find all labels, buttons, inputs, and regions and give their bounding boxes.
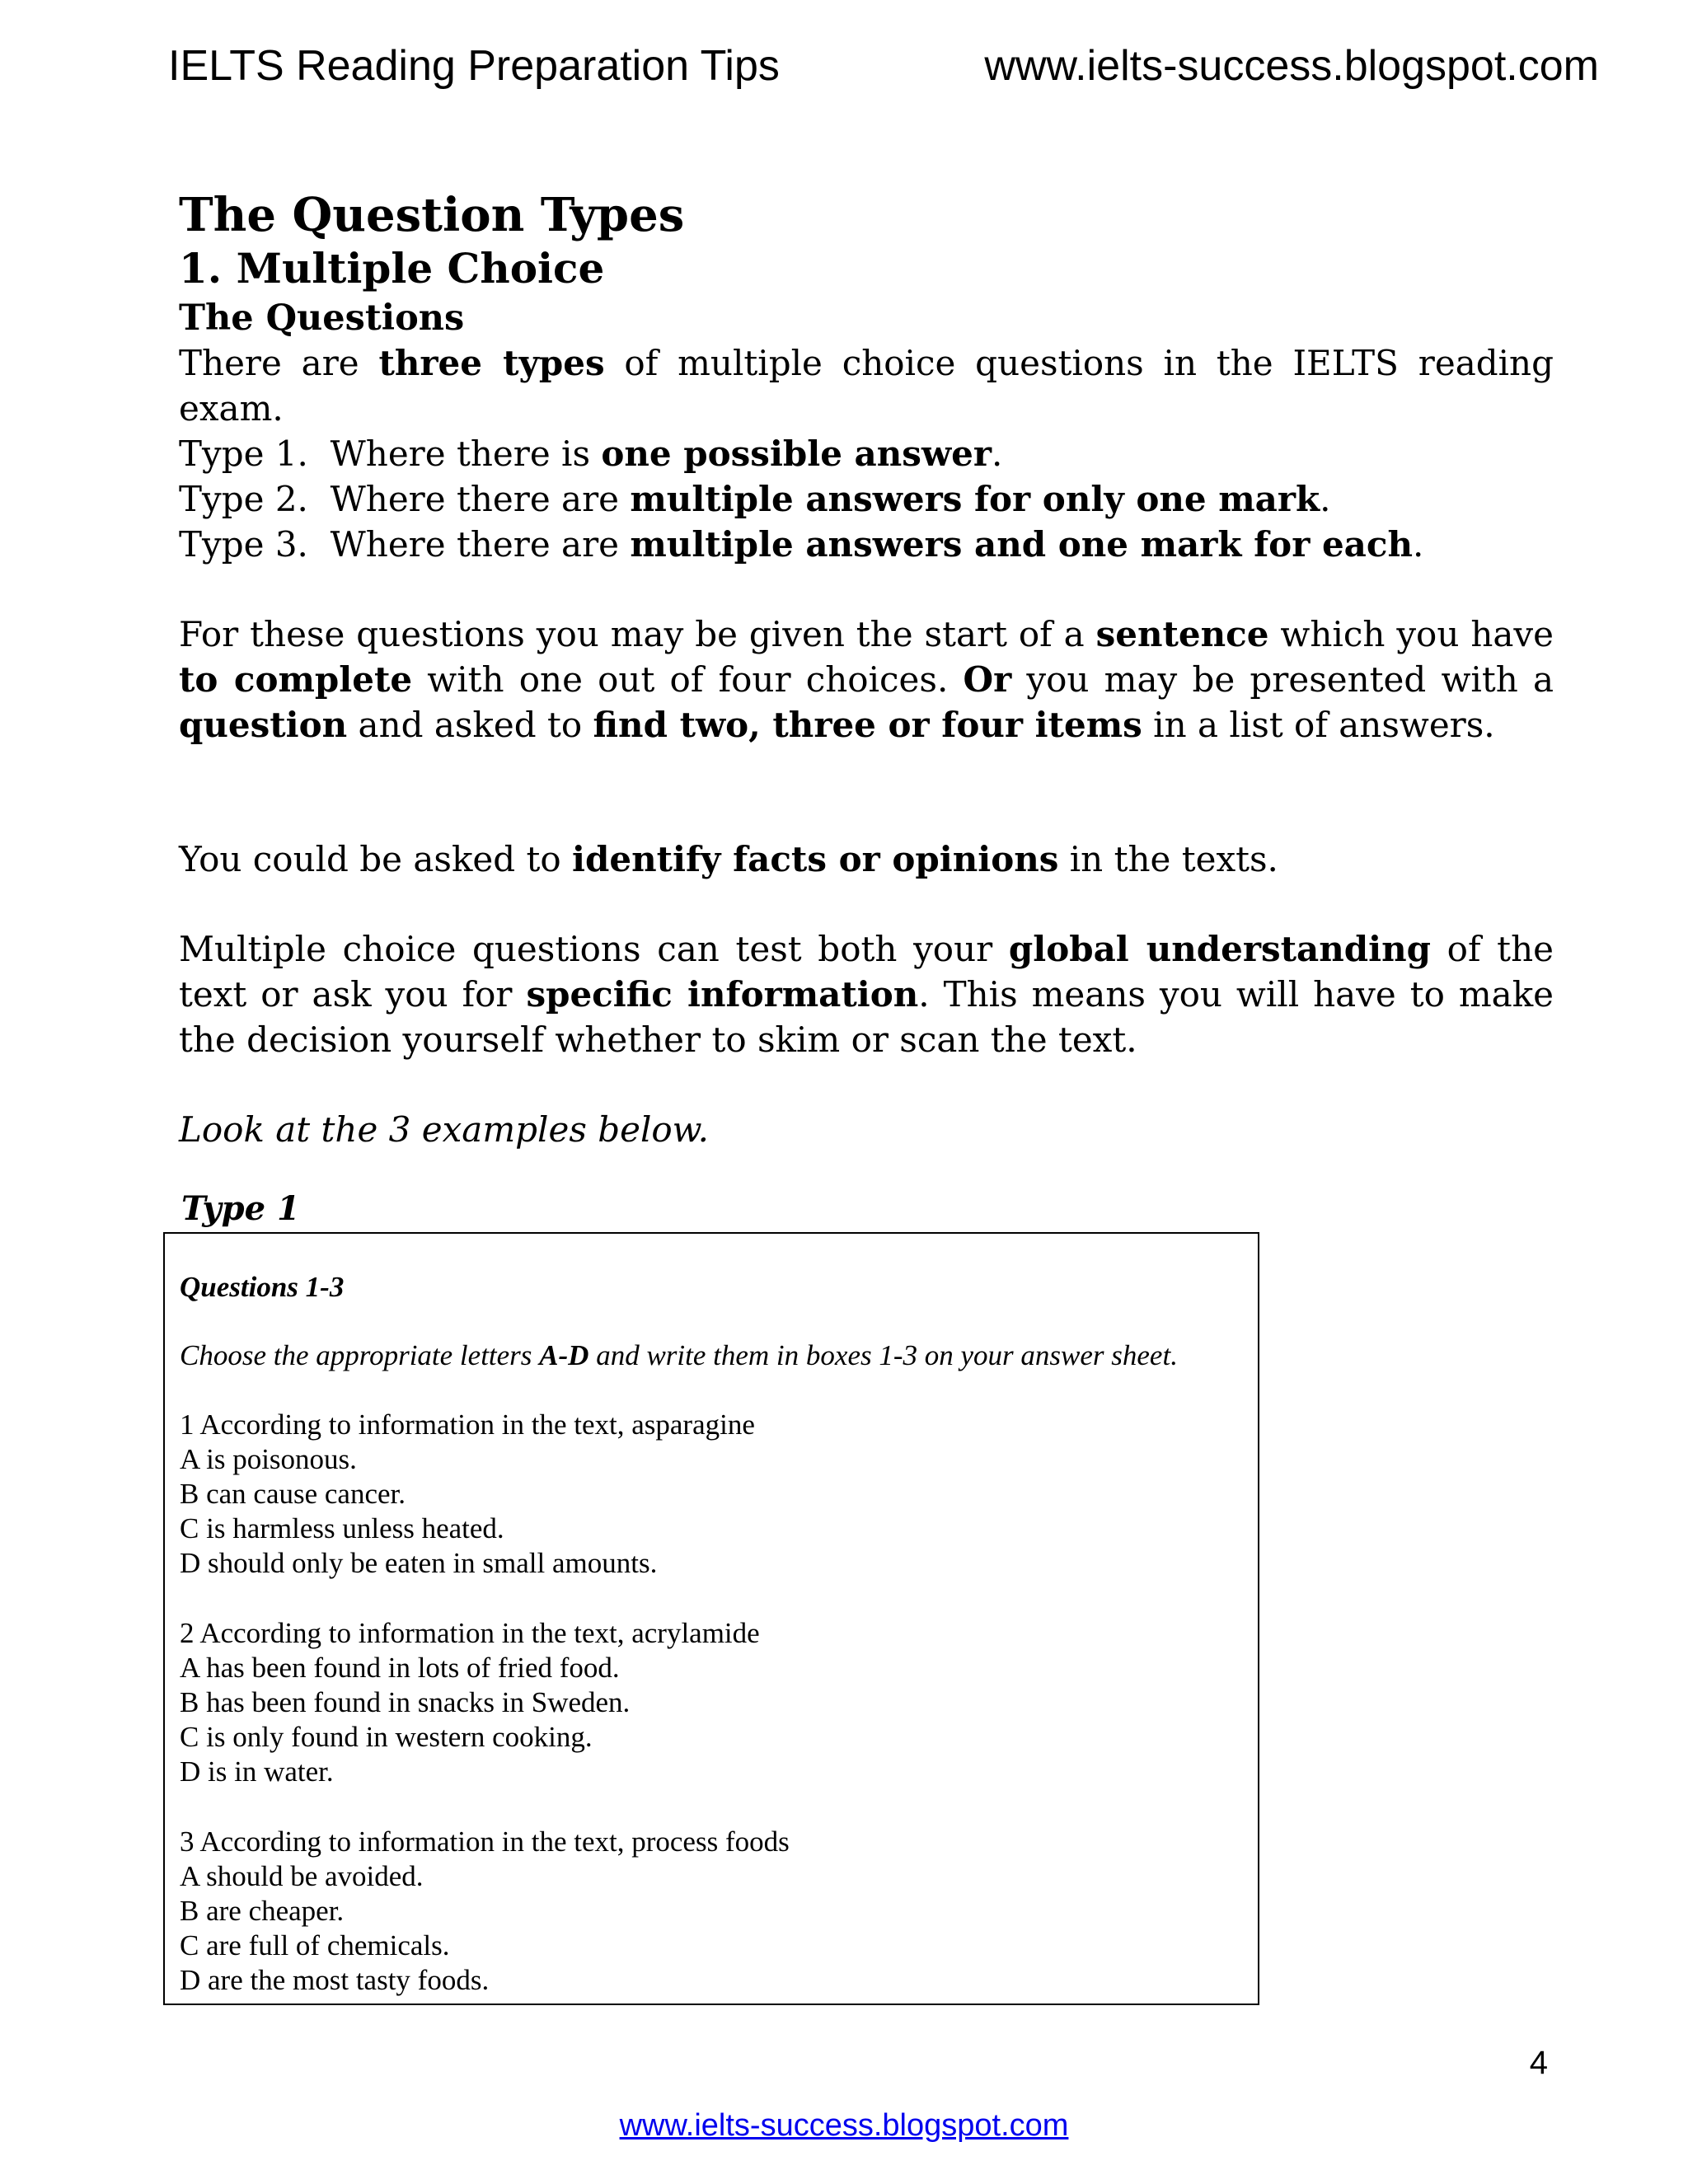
question-stem: 2 According to information in the text, acrylamide [180, 1617, 760, 1649]
answer-option: B are cheaper. [180, 1895, 345, 1927]
paragraph-global-understanding: Multiple choice questions can test both your global understanding of the text or ask you for specific information. This means you will have to make the decision yourself whether to skim or scan the text. [179, 929, 1554, 1060]
answer-option: A has been found in lots of fried food. [180, 1652, 620, 1684]
questions-heading: Questions 1-3 [180, 1271, 345, 1303]
type-list [179, 431, 1554, 567]
type-item-1: Type 1. Where there is one possible answer. [179, 434, 1003, 474]
answer-option: C is only found in western cooking. [180, 1721, 593, 1753]
answer-option: D is in water. [180, 1755, 334, 1788]
section-title: The Question Types [179, 188, 685, 242]
intro-paragraph: There are three types of multiple choice questions in the IELTS reading exam. [179, 343, 1554, 429]
type-1-label: Type 1 [181, 1189, 300, 1228]
question-stem: 3 According to information in the text, process foods [180, 1825, 790, 1858]
questions-instructions: Choose the appropriate letters A-D and write them in boxes 1-3 on your answer sheet. [180, 1339, 1178, 1371]
paragraph-sentence-completion: For these questions you may be given the start of a sentence which you have to complete with one out of four choices. Or you may be presented with a question and asked to find two, three or four items in a list of answers. [179, 614, 1554, 745]
answer-option: C are full of chemicals. [180, 1929, 450, 1961]
answer-option: B has been found in snacks in Sweden. [180, 1686, 631, 1718]
questions-box [163, 1232, 1259, 2005]
answer-option: C is harmless unless heated. [180, 1512, 504, 1544]
question-1 [180, 1408, 755, 1581]
answer-option: A should be avoided. [180, 1860, 424, 1892]
answer-option: D are the most tasty foods. [180, 1964, 490, 1996]
question-3 [180, 1825, 790, 1998]
type-item-3: Type 3. Where there are multiple answers and one mark for each. [179, 524, 1424, 565]
header-title: IELTS Reading Preparation Tips [168, 42, 780, 90]
footer [0, 2106, 1688, 2145]
question-2 [180, 1616, 760, 1789]
section-subheading: The Questions [179, 298, 465, 339]
header-site-url: www.ielts-success.blogspot.com [984, 42, 1599, 90]
answer-option: A is poisonous. [180, 1443, 357, 1475]
examples-note: Look at the 3 examples below. [179, 1109, 710, 1150]
page-number: 4 [1529, 2045, 1548, 2081]
type-item-2: Type 2. Where there are multiple answers for only one mark. [179, 479, 1331, 519]
question-stem: 1 According to information in the text, asparagine [180, 1408, 755, 1441]
answer-option: D should only be eaten in small amounts. [180, 1547, 658, 1579]
answer-option: B can cause cancer. [180, 1478, 406, 1510]
section-subtitle: 1. Multiple Choice [179, 244, 605, 293]
paragraph-facts-opinions: You could be asked to identify facts or opinions in the texts. [179, 839, 1278, 879]
footer-site-link[interactable]: www.ielts-success.blogspot.com [619, 2108, 1069, 2143]
